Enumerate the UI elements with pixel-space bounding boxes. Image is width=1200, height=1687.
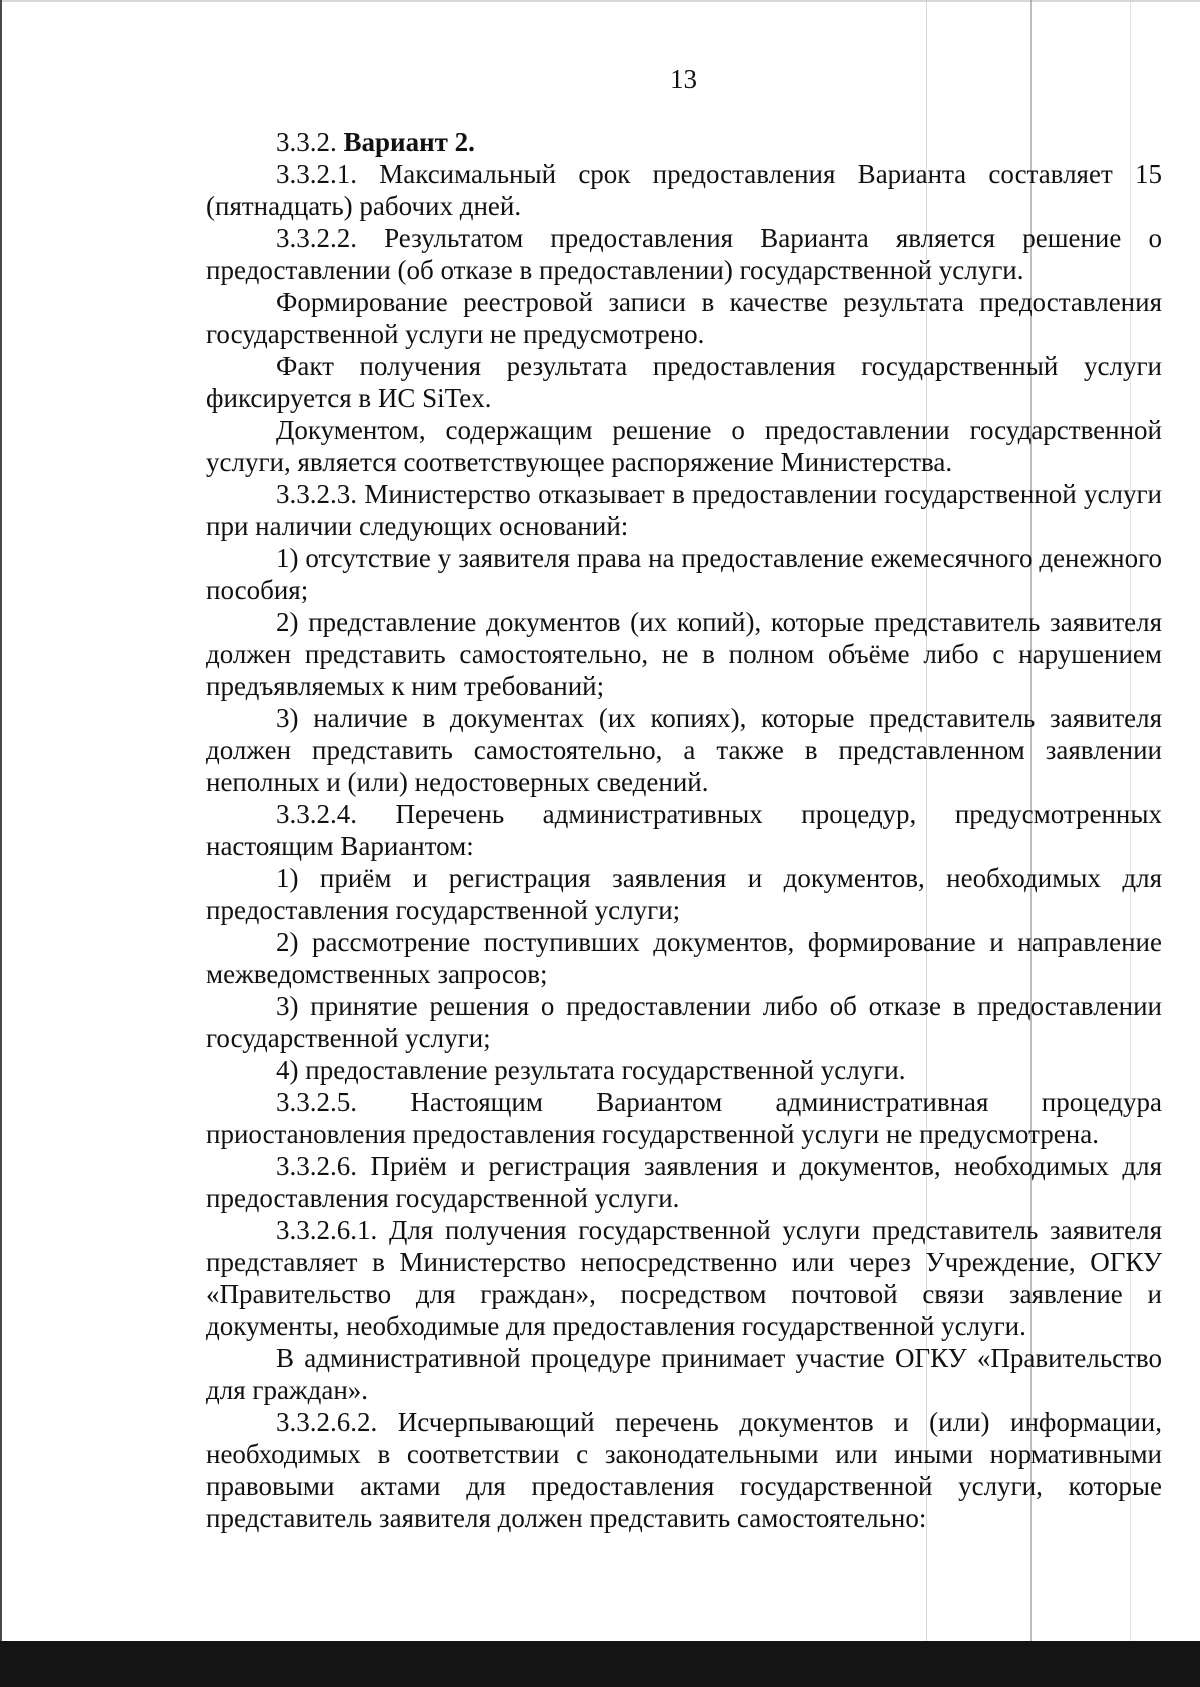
paragraph: 3.3.2.6.2. Исчерпывающий перечень документов и (или) информации, необходимых в соответствии с законодательными или иными нормативными правовыми актами для предоставления государственной услуги, которые представитель заявителя должен представить самостоятельно: xyxy=(206,1407,1162,1533)
page-number: 13 xyxy=(670,64,697,94)
scan-bottom-edge xyxy=(0,1641,1200,1687)
paragraph: 3.3.2.5. Настоящим Вариантом административная процедура приостановления предоставления государственной услуги не предусмотрена. xyxy=(206,1087,1162,1149)
paragraph: 3.3.2.6.1. Для получения государственной услуги представитель заявителя представляет в Министерство непосредственно или через Учреждение, ОГКУ «Правительство для граждан», посредством почтовой связи заявление и документы, необходимые для предоставления государственной услуги. xyxy=(206,1215,1162,1341)
paragraph: Факт получения результата предоставления государственный услуги фиксируется в ИС SiTex. xyxy=(206,351,1162,413)
paragraph: 3.3.2.3. Министерство отказывает в предоставлении государственной услуги при наличии следующих оснований: xyxy=(206,479,1162,541)
list-item: 1) отсутствие у заявителя права на предоставление ежемесячного денежного пособия; xyxy=(206,543,1162,605)
document-body xyxy=(206,126,1162,1534)
section-heading-number: 3.3.2. xyxy=(276,127,337,157)
section-heading xyxy=(206,126,1162,158)
scan-left-edge xyxy=(0,0,2,1687)
paragraph: 3.3.2.2. Результатом предоставления Варианта является решение о предоставлении (об отказе в предоставлении) государственной услуги. xyxy=(206,223,1162,285)
list-item: 4) предоставление результата государственной услуги. xyxy=(276,1055,906,1085)
paragraph: Документом, содержащим решение о предоставлении государственной услуги, является соответствующее распоряжение Министерства. xyxy=(206,415,1162,477)
list-item: 3) принятие решения о предоставлении либо об отказе в предоставлении государственной услуги; xyxy=(206,991,1162,1053)
list-item: 2) рассмотрение поступивших документов, формирование и направление межведомственных запросов; xyxy=(206,927,1162,989)
paragraph: Формирование реестровой записи в качестве результата предоставления государственной услуги не предусмотрено. xyxy=(206,287,1162,349)
paragraph: 3.3.2.6. Приём и регистрация заявления и документов, необходимых для предоставления государственной услуги. xyxy=(206,1151,1162,1213)
scan-top-edge xyxy=(0,0,1200,2)
list-item: 2) представление документов (их копий), которые представитель заявителя должен представить самостоятельно, не в полном объёме либо с нарушением предъявляемых к ним требований; xyxy=(206,607,1162,701)
list-item: 3) наличие в документах (их копиях), которые представитель заявителя должен представить самостоятельно, а также в представленном заявлении неполных и (или) недостоверных сведений. xyxy=(206,703,1162,797)
list-item: 1) приём и регистрация заявления и документов, необходимых для предоставления государственной услуги; xyxy=(206,863,1162,925)
section-heading-title: Вариант 2. xyxy=(343,127,475,157)
paragraph: 3.3.2.1. Максимальный срок предоставления Варианта составляет 15 (пятнадцать) рабочих дней. xyxy=(206,159,1162,221)
paragraph: 3.3.2.4. Перечень административных процедур, предусмотренных настоящим Вариантом: xyxy=(206,799,1162,861)
paragraph: В административной процедуре принимает участие ОГКУ «Правительство для граждан». xyxy=(206,1343,1162,1405)
